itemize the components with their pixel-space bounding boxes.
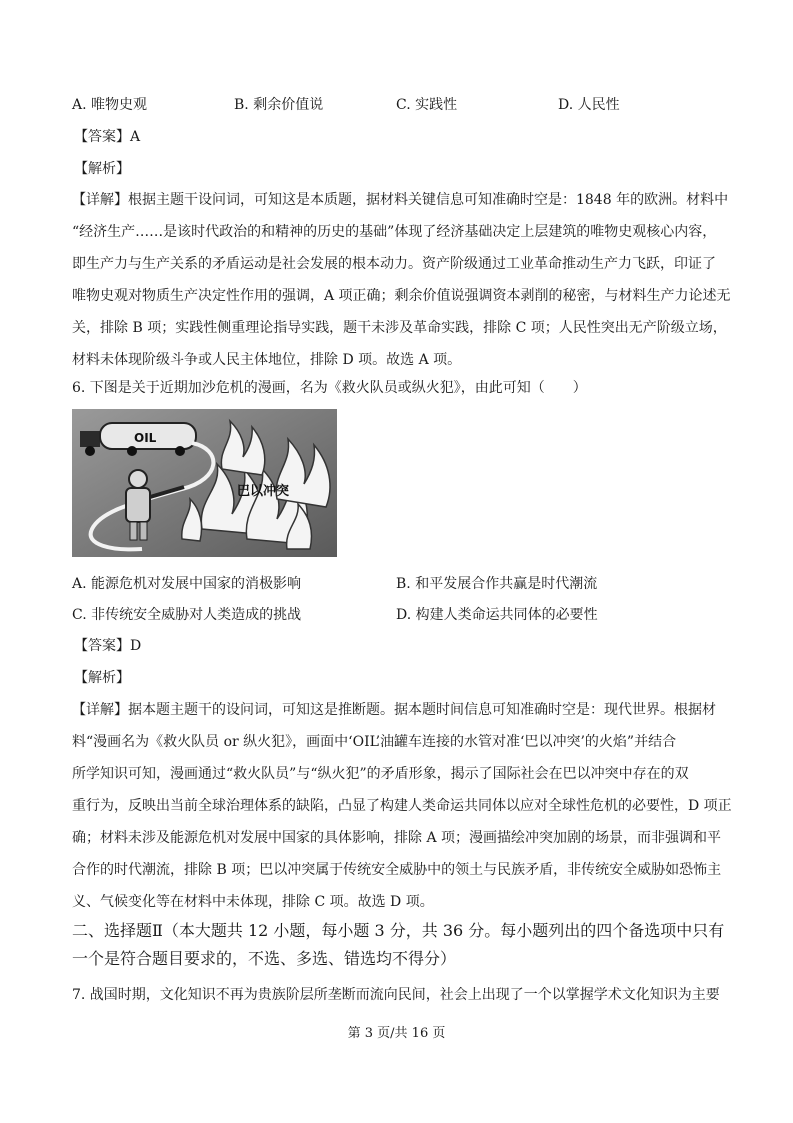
q6-option-d: D. 构建人类命运共同体的必要性	[396, 607, 598, 623]
q6-analysis-label: 【解析】	[74, 670, 130, 686]
q5-option-d: D. 人民性	[558, 97, 620, 113]
q6-answer: 【答案】D	[74, 638, 142, 654]
q6-detail-line: 合作的时代潮流，排除 B 项；巴以冲突属于传统安全威胁中的领土与民族矛盾，非传统安全威胁如恐怖主	[72, 862, 722, 878]
q6-detail-line: 【详解】据本题主题干的设问词，可知这是推断题。据本题时间信息可知准确时空是：现代世界。根据材	[72, 702, 716, 718]
q6-detail-line: 确；材料未涉及能源危机对发展中国家的具体影响，排除 A 项；漫画描绘冲突加剧的场景，而非强调和平	[72, 830, 722, 846]
q6-detail-line: 重行为，反映出当前全球治理体系的缺陷，凸显了构建人类命运共同体以应对全球性危机的必要性，D 项正	[72, 798, 732, 814]
q7-stem: 7. 战国时期，文化知识不再为贵族阶层所垄断而流向民间，社会上出现了一个以掌握学术文化知识为主要	[72, 987, 720, 1003]
q5-detail-line: 【详解】根据主题干设问词，可知这是本质题，据材料关键信息可知准确时空是：1848 年的欧洲。材料中	[72, 192, 729, 208]
q5-option-b: B. 剩余价值说	[234, 97, 324, 113]
fire-label: 巴以冲突	[237, 484, 290, 499]
q6-stem: 6. 下图是关于近期加沙危机的漫画，名为《救火队员或纵火犯》，由此可知（ ）	[72, 380, 587, 396]
q6-option-b: B. 和平发展合作共赢是时代潮流	[396, 576, 598, 592]
q5-detail-line: 材料未体现阶级斗争或人民主体地位，排除 D 项。故选 A 项。	[72, 352, 462, 368]
q5-detail-line: 唯物史观对物质生产决定性作用的强调，A 项正确；剩余价值说强调资本剥削的秘密，与材料生产力论述无	[72, 288, 731, 304]
q6-option-a: A. 能源危机对发展中国家的消极影响	[72, 576, 302, 592]
q5-option-c: C. 实践性	[396, 97, 458, 113]
q5-option-a: A. 唯物史观	[72, 97, 148, 113]
q5-analysis-label: 【解析】	[74, 161, 130, 177]
q5-detail-line: 关，排除 B 项；实践性侧重理论指导实践，题干未涉及革命实践，排除 C 项；人民性突出无产阶级立场，	[72, 320, 727, 336]
page-footer: 第 3 页/共 16 页	[347, 1026, 446, 1041]
section-heading: 二、选择题Ⅱ（本大题共 12 小题，每小题 3 分，共 36 分。每小题列出的四个备选项中只有	[72, 921, 725, 940]
q6-detail-line: 义、气候变化等在材料中未体现，排除 C 项。故选 D 项。	[72, 894, 434, 910]
q5-detail-line: 即生产力与生产关系的矛盾运动是社会发展的根本动力。资产阶级通过工业革命推动生产力飞跃，印证了	[72, 256, 716, 272]
section-heading: 一个是符合题目要求的，不选、多选、错选均不得分）	[72, 949, 457, 968]
q6-option-c: C. 非传统安全威胁对人类造成的挑战	[72, 607, 302, 623]
q6-detail-line: 所学知识可知，漫画通过“救火队员”与“纵火犯”的矛盾形象，揭示了国际社会在巴以冲突中存在的双	[72, 766, 689, 782]
cartoon-image	[72, 409, 337, 557]
q5-answer: 【答案】A	[74, 129, 141, 145]
q5-detail-line: “经济生产……是该时代政治的和精神的历史的基础”体现了经济基础决定上层建筑的唯物史观核心内容，	[72, 224, 717, 240]
tanker-label: OIL	[134, 431, 157, 445]
q6-detail-line: 料“漫画名为《救火队员 or 纵火犯》，画面中‘OIL’油罐车连接的水管对准‘巴以冲突’的火焰”并结合	[72, 734, 677, 750]
